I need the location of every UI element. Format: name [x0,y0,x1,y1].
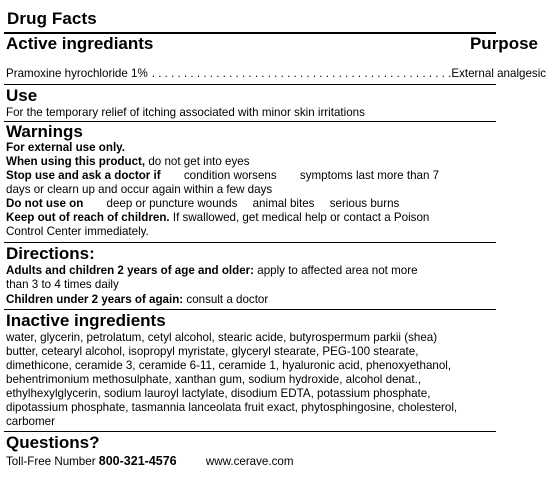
questions-heading: Questions? [6,433,100,452]
when-using-label: When using this product, [6,155,146,168]
keep-out-line [6,211,429,225]
adults-text: apply to affected area not more [254,264,418,277]
do-not-use-label: Do not use on [6,197,84,210]
children-text: consult a doctor [183,293,269,306]
active-ingredients-heading: Active ingrediants [6,34,154,53]
children-label: Children under 2 years of again: [6,293,184,306]
directions-divider [4,309,496,310]
website: www.cerave.com [205,455,294,468]
phone-number: 800-321-4576 [98,454,177,468]
keep-out-label: Keep out of reach of children. [6,211,170,224]
keep-out-text: If swallowed, get medical help or contact a Poison [169,211,430,224]
purpose-heading: Purpose [469,34,538,53]
inactive-ingredients-heading: Inactive ingredients [6,311,166,330]
do-not-use-item-1: deep or puncture wounds [106,197,238,210]
inactive-line-1: water, glycerin, petrolatum, cetyl alcohol, stearic acide, butyrospermum parkii (shea) [6,331,438,344]
active-divider [4,84,496,85]
inactive-line-4: behentrimonium methosulphate, xanthan gum, sodium hydroxide, alcohol denat., [6,373,422,386]
stop-use-label: Stop use and ask a doctor if [6,169,161,182]
use-text: For the temporary relief of itching associated with minor skin irritations [6,106,365,119]
stop-use-line-2: days or clearn up and occur again within a few days [6,183,273,196]
warnings-divider [4,242,496,243]
stop-use-item-2: symptoms last more than 7 [299,169,440,182]
adults-line-2: than 3 to 4 times daily [6,278,119,291]
leader-dots: . . . . . . . . . . . . . . . . . . . . . . . . . . . . . . . . . . . . . . . . . . . . . . . [151,67,452,80]
inactive-line-3: dimethicone, ceramide 3, ceramide 6-11, ceramide 1, hyaluronic acid, phenoxyethanol, [6,359,452,372]
inactive-line-7: carbomer [6,415,55,428]
do-not-use-line [6,197,399,211]
keep-out-line-2: Control Center immediately. [6,225,149,238]
when-using-text: do not get into eyes [145,155,250,168]
toll-free-label: Toll-Free Number [6,455,99,468]
active-ingredient-row [6,67,546,81]
do-not-use-item-3: serious burns [329,197,400,210]
inactive-line-6: dipotassium phosphate, tasmannia lanceolata fruit exact, phytosphingosine, cholesterol, [6,401,458,414]
when-using-line [6,155,250,169]
stop-use-line [6,169,439,183]
questions-line [6,454,294,469]
directions-heading: Directions: [6,244,95,263]
children-line [6,293,268,307]
do-not-use-item-2: animal bites [252,197,315,210]
drug-facts-title: Drug Facts [7,9,97,28]
inactive-line-5: ethylhexylglycerin, sodium lauroyl lactylate, disodium EDTA, potassium phosphate, [6,387,431,400]
inactive-line-2: butter, cetearyl alcohol, isopropyl myristate, glyceryl stearate, PEG-100 stearate, [6,345,419,358]
inactive-divider [4,431,496,432]
warnings-heading: Warnings [6,122,83,141]
adults-line [6,264,418,278]
use-heading: Use [6,86,38,105]
active-ingredient: Pramoxine hyrochloride 1% [6,67,148,80]
active-purpose: External analgesic [451,67,546,80]
adults-label: Adults and children 2 years of age and older: [6,264,255,277]
external-use-warning: For external use only. [6,141,125,154]
stop-use-item-1: condition worsens [183,169,277,182]
